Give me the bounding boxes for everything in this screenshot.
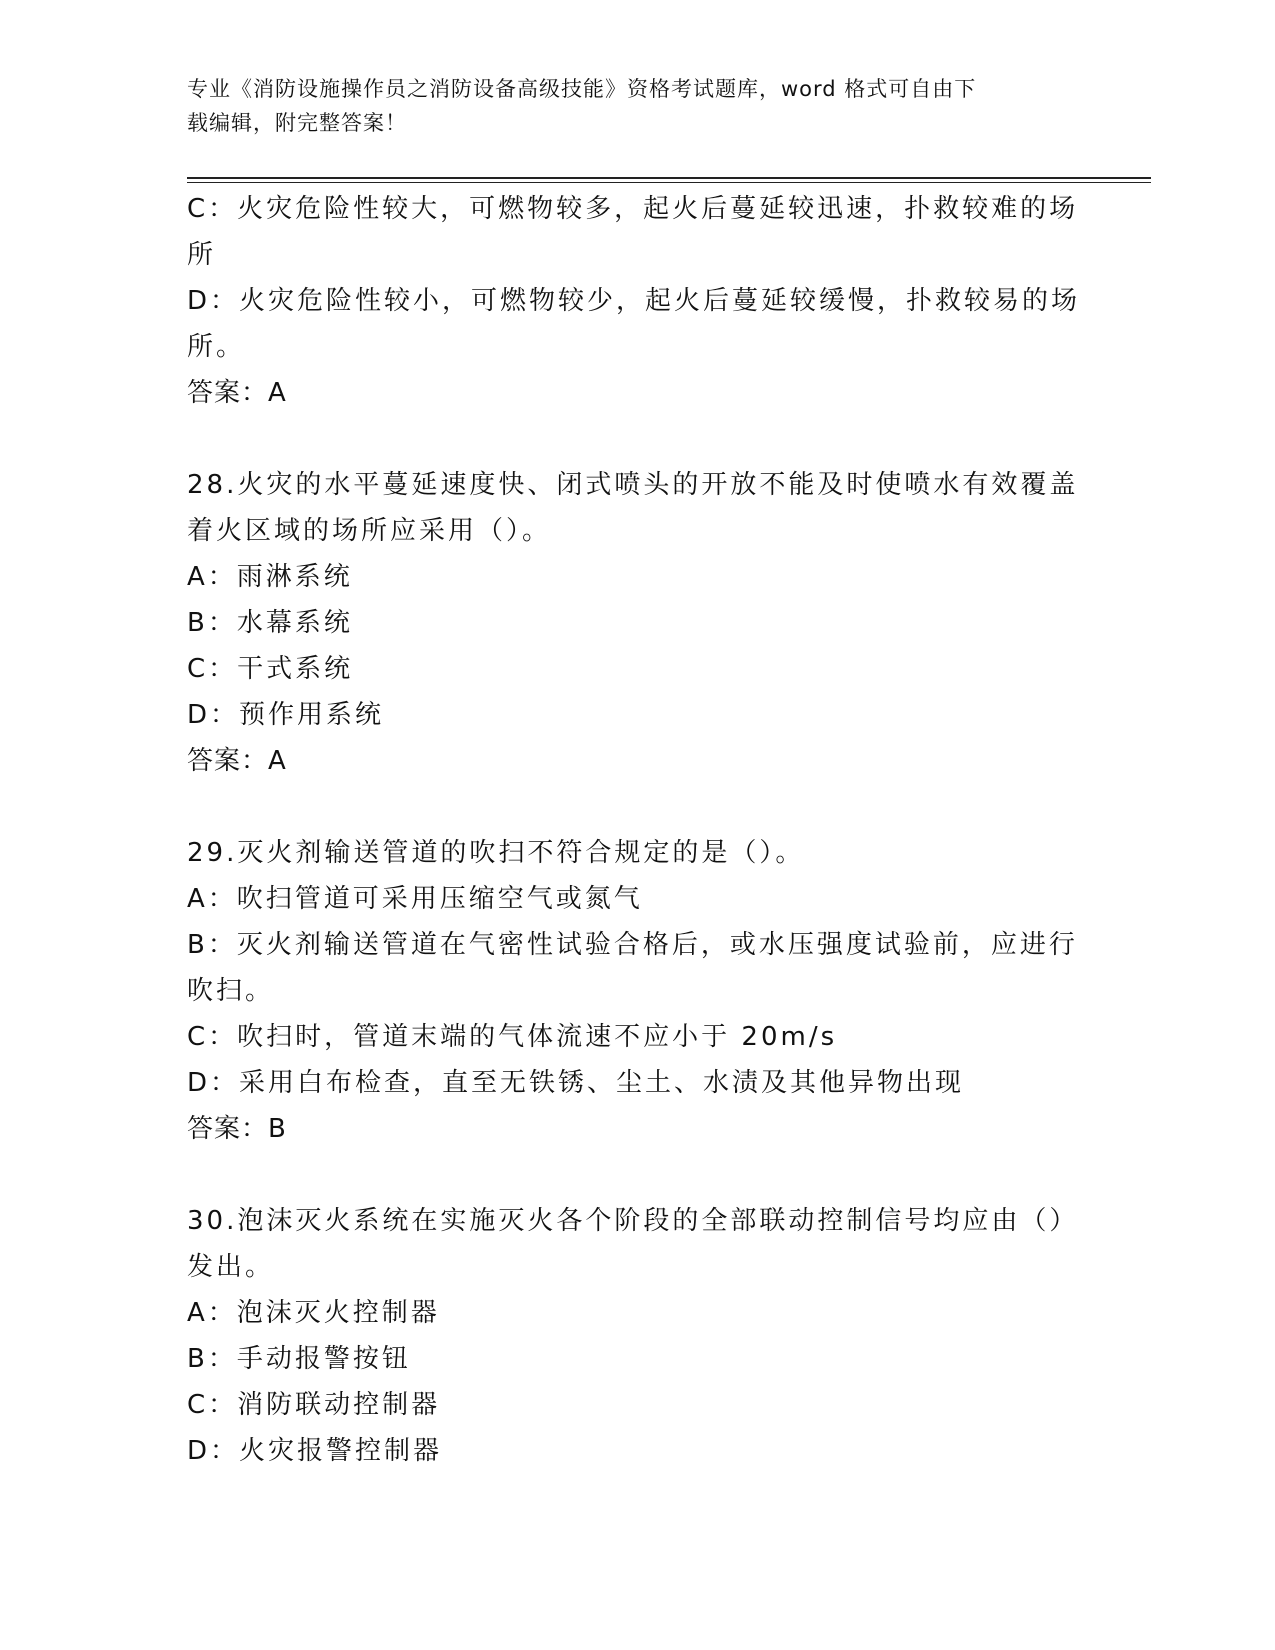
option-c: C：吹扫时，管道末端的气体流速不应小于 20m/s bbox=[187, 1022, 838, 1052]
question-stem-line-2: 着火区域的场所应采用（）。 bbox=[187, 516, 552, 546]
option-b-line-2: 吹扫。 bbox=[187, 976, 275, 1006]
spacer bbox=[187, 416, 1087, 462]
option-d: D：火灾报警控制器 bbox=[187, 1436, 443, 1466]
option-d: D：采用白布检查，直至无铁锈、尘土、水渍及其他异物出现 bbox=[187, 1068, 965, 1098]
option-c-line-1: C：火灾危险性较大，可燃物较多，起火后蔓延较迅速，扑救较难的场 bbox=[187, 194, 1079, 224]
question-stem-line-1: 30.泡沫灭火系统在实施灭火各个阶段的全部联动控制信号均应由（） bbox=[187, 1206, 1079, 1236]
header-divider-thin bbox=[187, 182, 1151, 183]
option-d: D：预作用系统 bbox=[187, 700, 385, 730]
option-c: C：消防联动控制器 bbox=[187, 1390, 441, 1420]
option-a: A：雨淋系统 bbox=[187, 562, 353, 592]
question-stem-line-1: 28.火灾的水平蔓延速度快、闭式喷头的开放不能及时使喷水有效覆盖 bbox=[187, 470, 1079, 500]
option-b: B：手动报警按钮 bbox=[187, 1344, 411, 1374]
previous-question-block bbox=[187, 186, 1087, 416]
question-30-block bbox=[187, 1198, 1087, 1474]
option-d-line-1: D：火灾危险性较小，可燃物较少，起火后蔓延较缓慢，扑救较易的场 bbox=[187, 286, 1081, 316]
question-stem-line-2: 发出。 bbox=[187, 1252, 275, 1282]
header-divider-thick bbox=[187, 177, 1151, 179]
spacer bbox=[187, 784, 1087, 830]
spacer bbox=[187, 1152, 1087, 1198]
option-a: A：吹扫管道可采用压缩空气或氮气 bbox=[187, 884, 643, 914]
question-28-block bbox=[187, 462, 1087, 784]
answer-label: 答案：A bbox=[187, 378, 287, 408]
answer-label: 答案：A bbox=[187, 746, 287, 776]
header-line-1: 专业《消防设施操作员之消防设备高级技能》资格考试题库，word 格式可自由下 bbox=[187, 77, 977, 101]
option-d-line-2: 所。 bbox=[187, 332, 246, 362]
question-29-block bbox=[187, 830, 1087, 1152]
header-line-2: 载编辑，附完整答案！ bbox=[187, 111, 407, 135]
option-b-line-1: B：灭火剂输送管道在气密性试验合格后，或水压强度试验前，应进行 bbox=[187, 930, 1078, 960]
option-c: C：干式系统 bbox=[187, 654, 354, 684]
option-b: B：水幕系统 bbox=[187, 608, 353, 638]
option-a: A：泡沫灭火控制器 bbox=[187, 1298, 440, 1328]
answer-label: 答案：B bbox=[187, 1114, 287, 1144]
question-content bbox=[187, 186, 1087, 1474]
question-stem: 29.灭火剂输送管道的吹扫不符合规定的是（）。 bbox=[187, 838, 805, 868]
option-c-line-2: 所 bbox=[187, 240, 217, 270]
document-header bbox=[187, 72, 1067, 140]
